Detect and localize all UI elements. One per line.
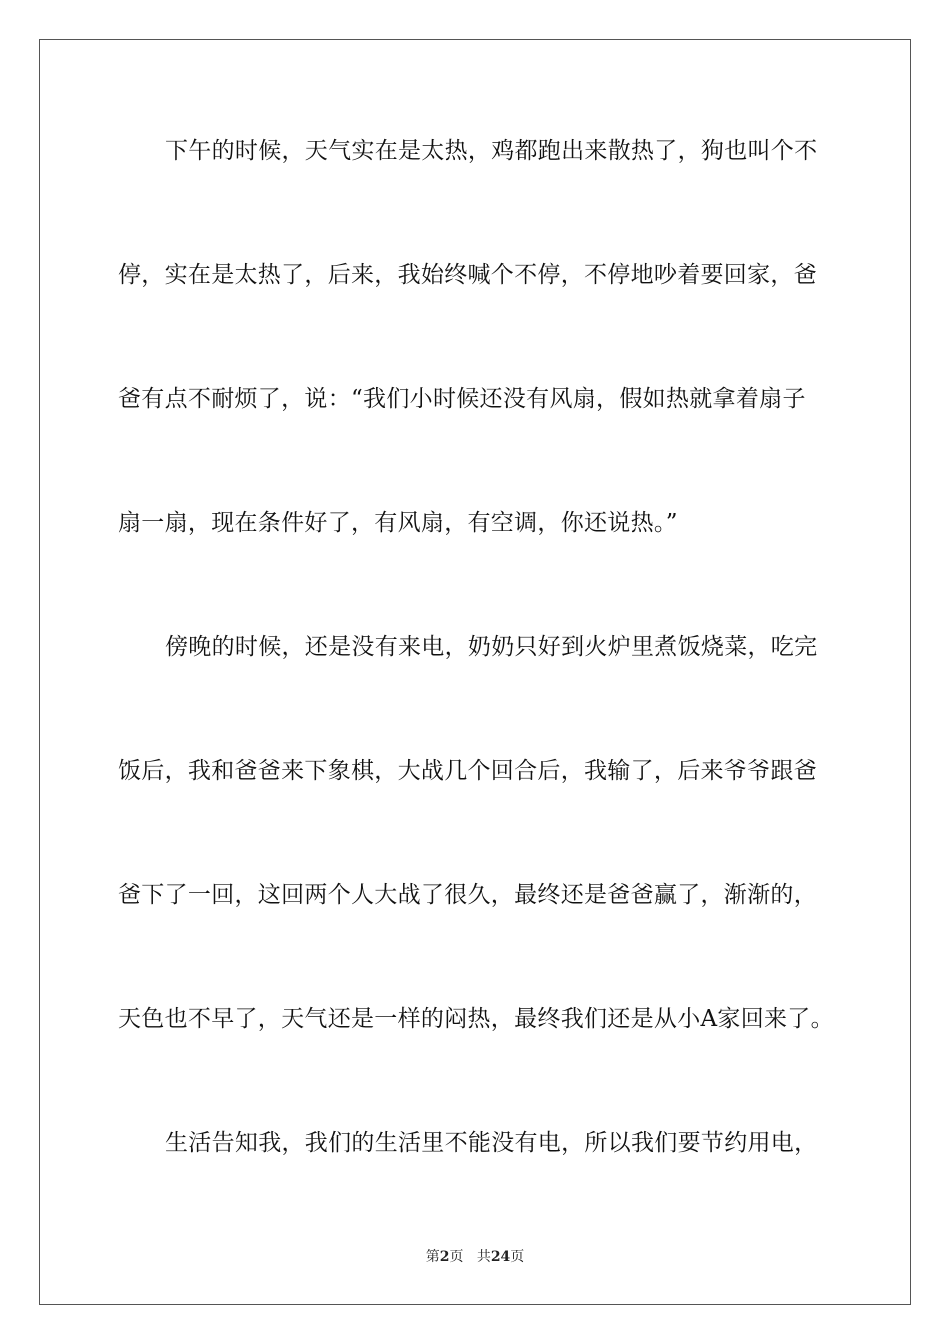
paragraph-line: 停，实在是太热了，后来，我始终喊个不停，不停地吵着要回家，爸 [118,262,817,288]
paragraph-line: 饭后，我和爸爸来下象棋，大战几个回合后，我输了，后来爷爷跟爸 [118,758,817,784]
page-number: 2 [439,1249,450,1265]
page-suffix: 页 [449,1249,464,1265]
total-pages: 24 [490,1249,511,1265]
paragraph-line: 爸下了一回，这回两个人大战了很久，最终还是爸爸赢了，渐渐的， [118,882,817,908]
total-prefix: 共 [476,1249,491,1265]
paragraph-line: 天色也不早了，天气还是一样的闷热，最终我们还是从小A家回来了。 [118,1006,834,1032]
paragraph-line: 傍晚的时候，还是没有来电，奶奶只好到火炉里煮饭烧菜，吃完 [165,634,818,660]
paragraph-line: 生活告知我，我们的生活里不能没有电，所以我们要节约用电， [165,1130,818,1156]
total-suffix: 页 [510,1249,525,1265]
paragraph-line: 爸有点不耐烦了，说：“我们小时候还没有风扇，假如热就拿着扇子 [118,386,806,412]
page-footer [0,1248,950,1266]
page-border [39,39,911,1305]
paragraph-line: 下午的时候，天气实在是太热，鸡都跑出来散热了，狗也叫个不 [165,138,818,164]
paragraph-line: 扇一扇，现在条件好了，有风扇，有空调，你还说热。” [118,510,678,536]
page-prefix: 第 [425,1249,440,1265]
